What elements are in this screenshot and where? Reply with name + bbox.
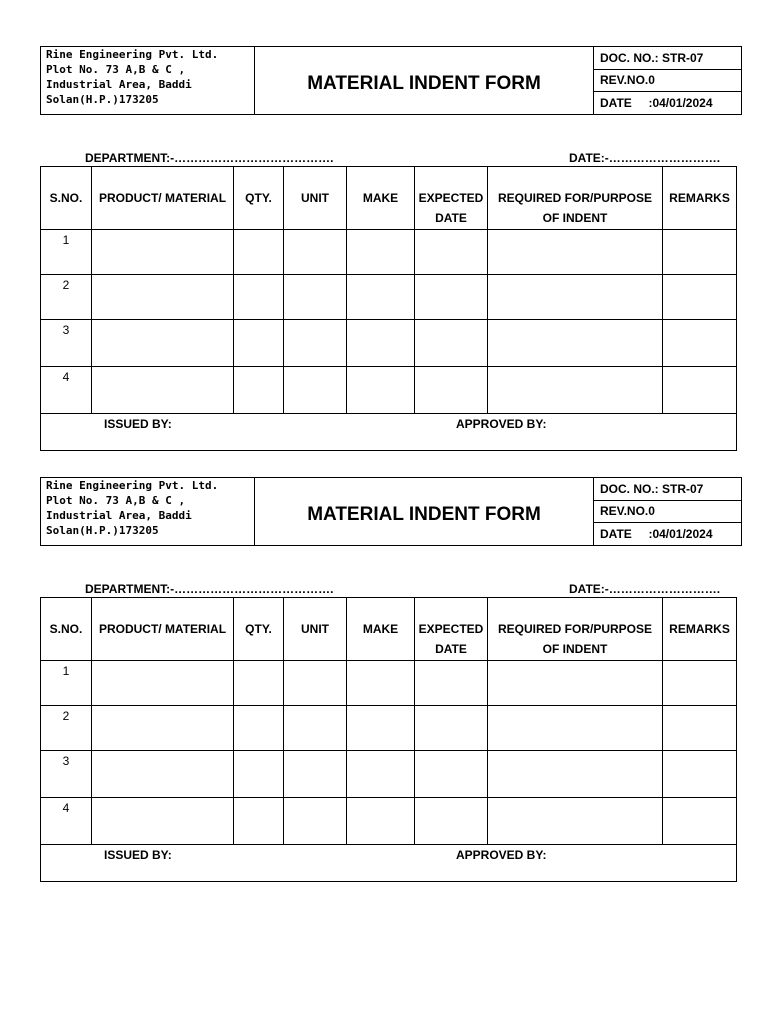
company-name: Rine Engineering Pvt. Ltd. xyxy=(46,48,219,61)
purpose-cell[interactable] xyxy=(488,320,663,367)
table-header-row xyxy=(41,167,737,230)
row-number: 4 xyxy=(41,798,92,845)
issued-by-label: ISSUED BY: xyxy=(104,848,172,862)
company-address xyxy=(41,478,255,546)
col-make: MAKE xyxy=(347,167,415,230)
col-purpose: REQUIRED FOR/PURPOSE OF INDENT xyxy=(488,598,663,661)
expected-date-cell[interactable] xyxy=(415,798,488,845)
company-address xyxy=(41,47,255,115)
purpose-cell[interactable] xyxy=(488,367,663,414)
product-cell[interactable] xyxy=(92,367,234,414)
qty-cell[interactable] xyxy=(234,230,284,275)
col-purpose: REQUIRED FOR/PURPOSE OF INDENT xyxy=(488,167,663,230)
unit-cell[interactable] xyxy=(284,367,347,414)
remarks-cell[interactable] xyxy=(663,706,737,751)
qty-cell[interactable] xyxy=(234,320,284,367)
product-cell[interactable] xyxy=(92,751,234,798)
signature-cell[interactable] xyxy=(41,845,737,882)
make-cell[interactable] xyxy=(347,275,415,320)
make-cell[interactable] xyxy=(347,367,415,414)
date-field[interactable]: DATE:-………………………. xyxy=(569,151,721,165)
table-header-row xyxy=(41,598,737,661)
row-number: 2 xyxy=(41,706,92,751)
qty-cell[interactable] xyxy=(234,751,284,798)
unit-cell[interactable] xyxy=(284,661,347,706)
table-row xyxy=(41,275,737,320)
row-number: 4 xyxy=(41,367,92,414)
doc-number: DOC. NO.: STR-07 xyxy=(594,47,742,70)
address-line: Industrial Area, Baddi xyxy=(46,78,192,91)
approved-by-label: APPROVED BY: xyxy=(456,417,547,431)
make-cell[interactable] xyxy=(347,798,415,845)
table-row xyxy=(41,367,737,414)
col-remarks: REMARKS xyxy=(663,598,737,661)
qty-cell[interactable] xyxy=(234,661,284,706)
row-number: 1 xyxy=(41,230,92,275)
purpose-cell[interactable] xyxy=(488,275,663,320)
col-qty: QTY. xyxy=(234,167,284,230)
address-line: Industrial Area, Baddi xyxy=(46,509,192,522)
expected-date-cell[interactable] xyxy=(415,706,488,751)
purpose-cell[interactable] xyxy=(488,706,663,751)
make-cell[interactable] xyxy=(347,230,415,275)
date-field[interactable]: DATE:-………………………. xyxy=(569,582,721,596)
purpose-cell[interactable] xyxy=(488,230,663,275)
expected-date-cell[interactable] xyxy=(415,751,488,798)
col-sno: S.NO. xyxy=(41,167,92,230)
form-header xyxy=(40,46,742,115)
address-line: Solan(H.P.)173205 xyxy=(46,93,159,106)
unit-cell[interactable] xyxy=(284,275,347,320)
purpose-cell[interactable] xyxy=(488,661,663,706)
make-cell[interactable] xyxy=(347,706,415,751)
indent-form-2 xyxy=(0,431,768,862)
unit-cell[interactable] xyxy=(284,798,347,845)
unit-cell[interactable] xyxy=(284,230,347,275)
purpose-cell[interactable] xyxy=(488,751,663,798)
remarks-cell[interactable] xyxy=(663,230,737,275)
issued-by-label: ISSUED BY: xyxy=(104,417,172,431)
row-number: 3 xyxy=(41,320,92,367)
department-field[interactable]: DEPARTMENT:-…………………………………. xyxy=(85,151,334,165)
col-make: MAKE xyxy=(347,598,415,661)
col-product-material: PRODUCT/ MATERIAL xyxy=(92,167,234,230)
col-sno: S.NO. xyxy=(41,598,92,661)
col-unit: UNIT xyxy=(284,598,347,661)
expected-date-cell[interactable] xyxy=(415,230,488,275)
expected-date-cell[interactable] xyxy=(415,367,488,414)
company-name: Rine Engineering Pvt. Ltd. xyxy=(46,479,219,492)
product-cell[interactable] xyxy=(92,661,234,706)
table-row xyxy=(41,706,737,751)
col-product-material: PRODUCT/ MATERIAL xyxy=(92,598,234,661)
col-expected-date: EXPECTED DATE xyxy=(415,598,488,661)
row-number: 3 xyxy=(41,751,92,798)
address-line: Plot No. 73 A,B & C , xyxy=(46,63,186,76)
table-row xyxy=(41,661,737,706)
remarks-cell[interactable] xyxy=(663,320,737,367)
purpose-cell[interactable] xyxy=(488,798,663,845)
form-title: MATERIAL INDENT FORM xyxy=(255,47,594,115)
make-cell[interactable] xyxy=(347,751,415,798)
doc-number: DOC. NO.: STR-07 xyxy=(594,478,742,501)
indent-form-1 xyxy=(0,0,768,431)
remarks-cell[interactable] xyxy=(663,275,737,320)
doc-date: DATE :04/01/2024 xyxy=(594,92,742,115)
make-cell[interactable] xyxy=(347,320,415,367)
approved-by-label: APPROVED BY: xyxy=(456,848,547,862)
department-field[interactable]: DEPARTMENT:-…………………………………. xyxy=(85,582,334,596)
expected-date-cell[interactable] xyxy=(415,320,488,367)
items-table xyxy=(40,166,737,451)
product-cell[interactable] xyxy=(92,706,234,751)
expected-date-cell[interactable] xyxy=(415,661,488,706)
qty-cell[interactable] xyxy=(234,706,284,751)
doc-date: DATE :04/01/2024 xyxy=(594,523,742,546)
table-row xyxy=(41,751,737,798)
remarks-cell[interactable] xyxy=(663,798,737,845)
product-cell[interactable] xyxy=(92,798,234,845)
items-table xyxy=(40,597,737,882)
unit-cell[interactable] xyxy=(284,706,347,751)
remarks-cell[interactable] xyxy=(663,661,737,706)
table-row xyxy=(41,230,737,275)
product-cell[interactable] xyxy=(92,275,234,320)
col-remarks: REMARKS xyxy=(663,167,737,230)
row-number: 2 xyxy=(41,275,92,320)
col-unit: UNIT xyxy=(284,167,347,230)
make-cell[interactable] xyxy=(347,661,415,706)
qty-cell[interactable] xyxy=(234,798,284,845)
table-row xyxy=(41,320,737,367)
qty-cell[interactable] xyxy=(234,275,284,320)
signature-row xyxy=(41,845,737,882)
row-number: 1 xyxy=(41,661,92,706)
revision-number: REV.NO.0 xyxy=(594,69,742,92)
remarks-cell[interactable] xyxy=(663,751,737,798)
col-expected-date: EXPECTED DATE xyxy=(415,167,488,230)
unit-cell[interactable] xyxy=(284,751,347,798)
form-header xyxy=(40,477,742,546)
remarks-cell[interactable] xyxy=(663,367,737,414)
col-qty: QTY. xyxy=(234,598,284,661)
form-title: MATERIAL INDENT FORM xyxy=(255,478,594,546)
address-line: Solan(H.P.)173205 xyxy=(46,524,159,537)
table-row xyxy=(41,798,737,845)
product-cell[interactable] xyxy=(92,230,234,275)
revision-number: REV.NO.0 xyxy=(594,500,742,523)
unit-cell[interactable] xyxy=(284,320,347,367)
product-cell[interactable] xyxy=(92,320,234,367)
expected-date-cell[interactable] xyxy=(415,275,488,320)
address-line: Plot No. 73 A,B & C , xyxy=(46,494,186,507)
qty-cell[interactable] xyxy=(234,367,284,414)
